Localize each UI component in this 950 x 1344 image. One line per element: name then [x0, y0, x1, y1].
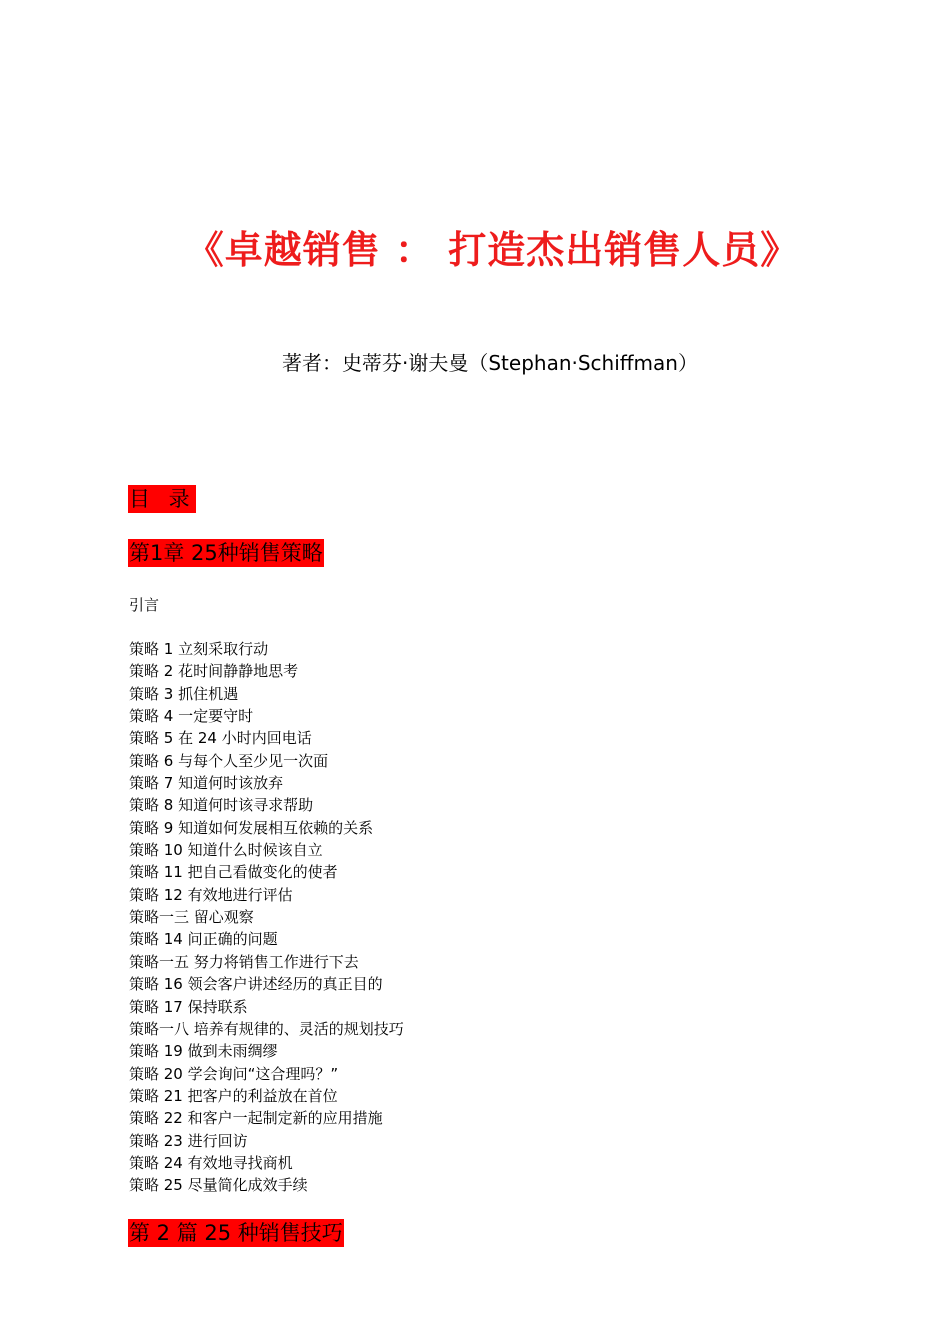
toc-item: 策略 19 做到未雨绸缪	[129, 1042, 278, 1061]
toc-item: 策略 23 进行回访	[129, 1131, 248, 1150]
toc-item: 策略一五 努力将销售工作进行下去	[129, 952, 359, 971]
toc-item-intro: 引言	[129, 596, 160, 614]
toc-item: 策略 5 在 24 小时内回电话	[129, 729, 312, 748]
toc-item: 策略 9 知道如何发展相互依赖的关系	[129, 818, 374, 837]
toc-item: 策略 22 和客户一起制定新的应用措施	[129, 1109, 383, 1128]
toc-item: 策略 2 花时间静静地思考	[129, 662, 299, 681]
toc-item: 策略 17 保持联系	[129, 997, 248, 1016]
toc-item: 策略一八 培养有规律的、灵活的规划技巧	[129, 1019, 404, 1038]
toc-heading: 目 录	[129, 487, 196, 511]
toc-item: 策略 11 把自己看做变化的使者	[129, 863, 338, 882]
toc-item: 策略 8 知道何时该寻求帮助	[129, 796, 314, 815]
toc-item: 策略 12 有效地进行评估	[129, 885, 293, 904]
toc-item: 策略 16 领会客户讲述经历的真正目的	[129, 975, 383, 994]
toc-item: 策略 3 抓住机遇	[129, 684, 239, 703]
toc-item: 策略 20 学会询问“这合理吗？”	[129, 1064, 339, 1083]
toc-item: 策略 10 知道什么时候该自立	[129, 841, 323, 860]
toc-item: 策略 6 与每个人至少见一次面	[129, 751, 329, 770]
chapter-heading: 第1章 25种销售策略	[129, 541, 323, 565]
toc-item: 策略一三 留心观察	[129, 908, 254, 927]
toc-item: 策略 21 把客户的利益放在首位	[129, 1086, 338, 1105]
toc-item: 策略 25 尽量简化成效手续	[129, 1176, 308, 1195]
toc-item: 策略 24 有效地寻找商机	[129, 1153, 293, 1172]
toc-item: 策略 1 立刻采取行动	[129, 640, 269, 658]
toc-item: 策略 4 一定要守时	[129, 707, 254, 726]
toc-list	[129, 638, 404, 1197]
document-title: 《卓越销售 ： 打造杰出销售人员》	[185, 228, 800, 272]
chapter-heading: 第 2 篇 25 种销售技巧	[129, 1221, 343, 1245]
toc-item: 策略 7 知道何时该放弃	[129, 774, 284, 793]
author-line: 著者：史蒂芬·谢夫曼（Stephan·Schiffman）	[282, 351, 698, 375]
toc-item: 策略 14 问正确的问题	[129, 930, 278, 949]
